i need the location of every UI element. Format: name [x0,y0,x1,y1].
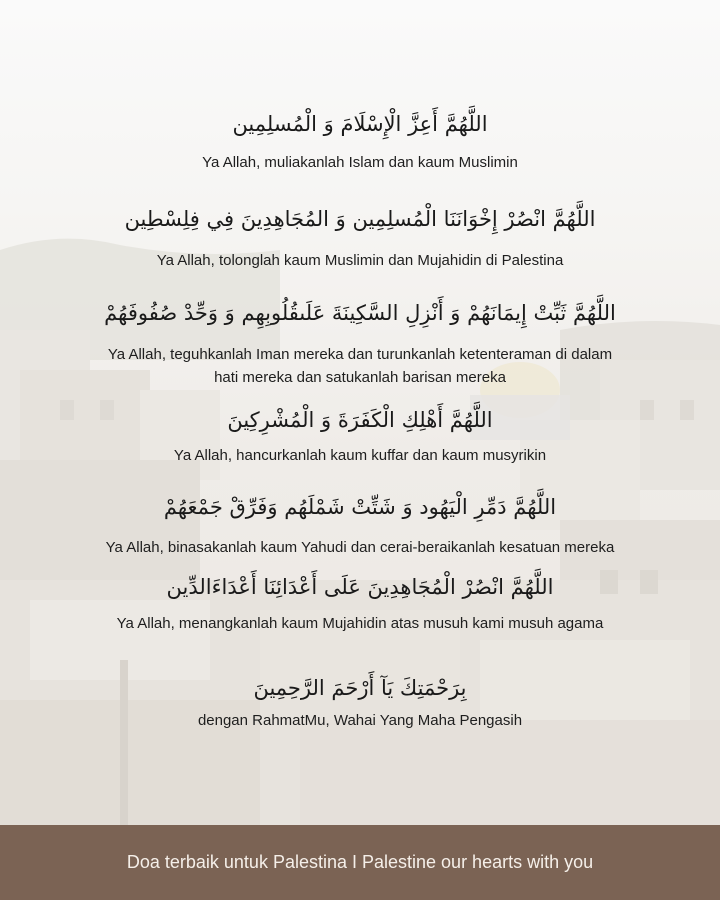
prayer-3-translation-line2: hati mereka dan satukanlah barisan mereka [214,369,506,386]
prayer-5-arabic: اللَّهُمَّ دَمِّرِ الْيَهُود وَ شَتِّتْ شَمْلَهُم وَفَرِّقْ جَمْعَهُمْ [163,495,557,519]
prayer-6-arabic: اللَّهُمَّ انْصُرْ الْمُجَاهِدِينَ عَلَى أَعْدَائِنَا أَعْدَاءَالدِّين [166,575,554,599]
footer-text: Doa terbaik untuk Palestina I Palestine our hearts with you [126,852,594,872]
prayer-2-arabic: اللَّهُمَّ انْصُرْ إِخْوَانَنَا الْمُسلِمِين وَ المُجَاهِدِينَ فِي فِلِسْطِين [124,207,596,231]
prayer-7-arabic: بِرَحْمَتِكَ يَآ أَرْحَمَ الرَّحِمِينَ [253,676,467,700]
prayer-1-translation: Ya Allah, muliakanlah Islam dan kaum Muslimin [202,154,518,171]
prayer-7-translation: dengan RahmatMu, Wahai Yang Maha Pengasih [197,712,523,729]
prayer-4-translation: Ya Allah, hancurkanlah kaum kuffar dan kaum musyrikin [173,447,547,464]
prayer-1-arabic: اللَّهُمَّ أَعِزَّ الْإِسْلَامَ وَ الْمُسلِمِين [232,112,488,136]
prayer-2-translation: Ya Allah, tolonglah kaum Muslimin dan Mujahidin di Palestina [156,252,564,269]
prayer-4-arabic: اللَّهُمَّ أَهْلِكِ الْكَفَرَةَ وَ الْمُشْرِكِينَ [227,408,493,432]
prayer-5-translation: Ya Allah, binasakanlah kaum Yahudi dan cerai-beraikanlah kesatuan mereka [105,539,615,556]
prayer-3-translation-line1: Ya Allah, teguhkanlah Iman mereka dan turunkanlah ketenteraman di dalam [107,346,613,363]
prayer-6-translation: Ya Allah, menangkanlah kaum Mujahidin atas musuh kami musuh agama [116,615,604,632]
footer-banner [0,825,720,900]
prayer-3-arabic: اللَّهُمَّ ثَبِّتْ إِيمَانَهُمْ وَ أَنْزِلِ السَّكِينَةَ عَلَىقُلُوبِهِم وَ وَحِّدْ صُفُوفَهُمْ [104,301,616,325]
